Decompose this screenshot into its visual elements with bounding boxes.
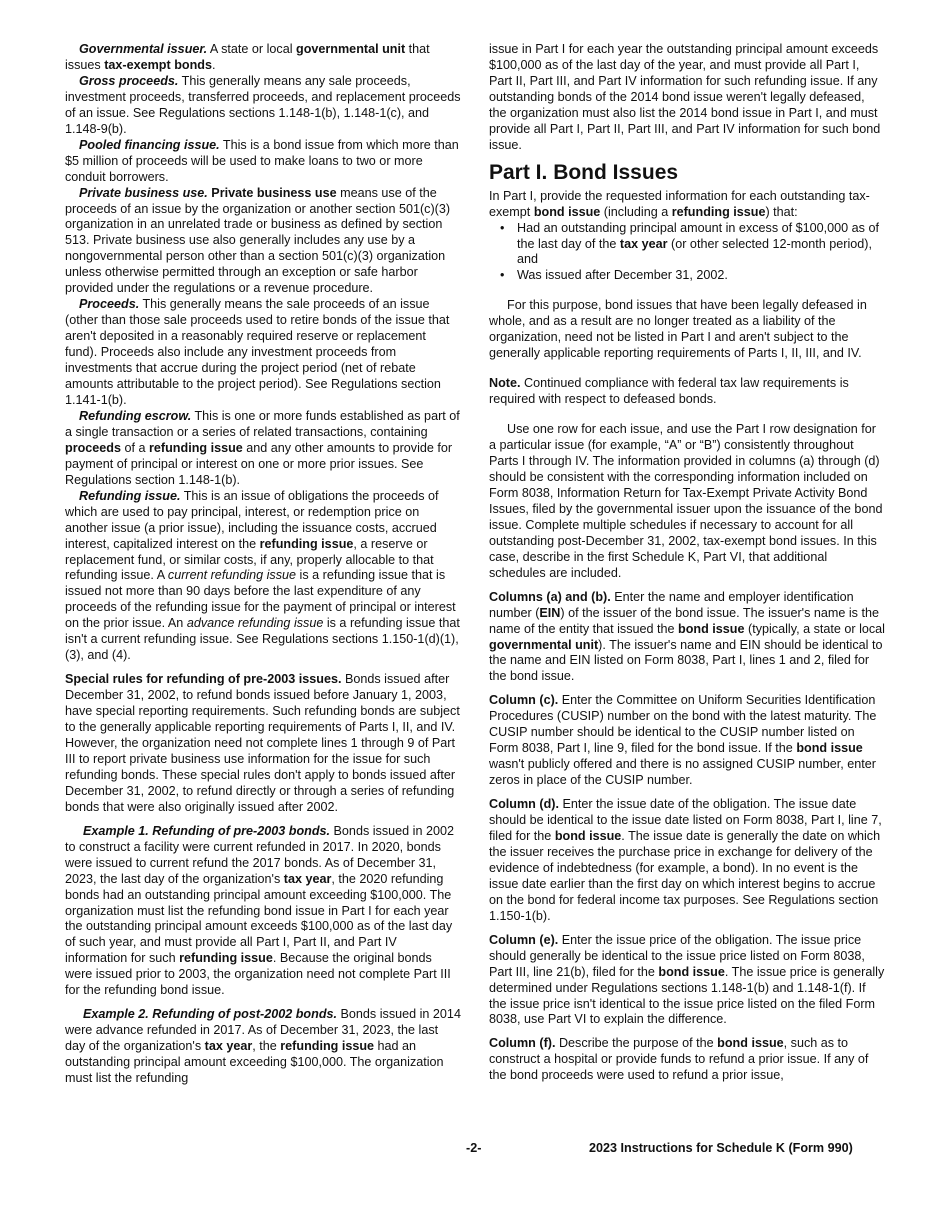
part-i-intro: In Part I, provide the requested information for each outstanding tax-exempt bond issue (including a refunding issue) that: <box>489 188 870 219</box>
example-1: Example 1. Refunding of pre-2003 bonds. Bonds issued in 2002 to construct a facility were current refunded in 2017. In 2020, bonds were issued to current refund the 2017 bonds. As of December 31, 2023, the last day of the organization's tax year, the 2020 refunding bonds had an outstanding principal amount exceeding $100,000. The organization must list the refunding bond issue in Part I for each year the outstanding principal amount exceeds $100,000 as of the last day of such year, and must provide all Part I, Part II, and Part IV information for such refunding issue. Because the original bonds were issued prior to 2003, the organization need not complete Part III for the refunding bond issue. <box>65 823 454 998</box>
definition-proceeds: Proceeds. This generally means the sale proceeds of an issue (other than those sale proceeds used to retire bonds of the issue that aren't deposited in a reasonably required reserve or replacement fund). Proceeds also include any investment proceeds from investments that accrue during the project period (net of rebate amounts attributable to the project period). See Regulations section 1.141-1(b). <box>65 297 450 407</box>
left-column <box>65 42 461 1087</box>
section-heading-part-i: Part I. Bond Issues <box>489 160 679 184</box>
definition-refunding-escrow: Refunding escrow. This is one or more funds established as part of a single transaction or a series of related transactions, containing proceeds of a refunding issue and any other amounts to provide for payment of principal or interest on one or more prior issues. See Regulations section 1.148-1(b). <box>65 408 460 487</box>
page-number: -2- <box>466 1141 482 1155</box>
definition-governmental-issuer: Governmental issuer. A state or local governmental unit that issues tax-exempt bonds. <box>65 42 430 72</box>
example-2-continued: issue in Part I for each year the outstanding principal amount exceeds $100,000 as of the last day of the year, and must provide all Part I, Part II, Part III, and Part IV information for such refunding issue. If any outstanding bonds of the 2014 bond issue weren't legally defeased, the organization must also list the 2014 bond issue in Part I, and must provide all Part I, Part II, Part III, and Part IV information for such bond issue. <box>489 42 881 152</box>
example-2: Example 2. Refunding of post-2002 bonds. Bonds issued in 2014 were advance refunded in 2017. As of December 31, 2023, the last day of the organization's tax year, the refunding issue had an outstanding principal amount exceeding $100,000. The organization must list the refunding <box>65 1007 461 1086</box>
column-d: Column (d). Enter the issue date of the obligation. The issue date should be identical to the issue date listed on Form 8038, Part I, line 7, filed for the bond issue. The issue date is generally the date on which the issuer receives the purchase price in exchange for delivery of the evidence of indebtedness (for example, a bond). In no event is the issue date earlier than the first day on which interest begins to accrue on the bond for federal income tax purposes. See Regulations section 1.150-1(b). <box>489 797 882 923</box>
criteria-list <box>489 221 885 285</box>
column-e: Column (e). Enter the issue price of the obligation. The issue price should generally be identical to the issue price listed on Form 8038, Part III, line 21(b), filed for the bond issue. The issue price is generally determined under Regulations sections 1.148-1(b) and 1.148-1(f). If the issue price isn't identical to the issue price listed on the filed Form 8038, use Part VI to explain the difference. <box>489 932 885 1027</box>
column-f: Column (f). Describe the purpose of the bond issue, such as to construct a hospital or provide funds to refund a prior issue. If any of the bond proceeds were used to refund a prior issue, <box>489 1036 869 1083</box>
definition-pooled-financing-issue: Pooled financing issue. This is a bond issue from which more than $5 million of proceeds will be used to make loans to two or more conduit borrowers. <box>65 137 459 184</box>
right-column <box>489 42 885 1084</box>
note-paragraph: Note. Continued compliance with federal tax law requirements is required with respect to defeased bonds. <box>489 376 849 407</box>
document-title-footer: 2023 Instructions for Schedule K (Form 990) <box>589 1141 853 1155</box>
row-designation-paragraph: Use one row for each issue, and use the Part I row designation for a particular issue (for example, “A” or “B”) consistently throughout Parts I through IV. The information provided in columns (a) through (d) should be consistent with the corresponding information included on Form 8038, Information Return for Tax-Exempt Private Activity Bond Issues, filed by the governmental issuer upon the issuance of the bond issue. Complete multiple schedules if necessary to account for all outstanding post-December 31, 2002, tax-exempt bond issues. In this case, describe in the first Schedule K, Part VI, that additional schedules are included. <box>489 422 883 580</box>
special-rules-pre-2003: Special rules for refunding of pre-2003 issues. Bonds issued after December 31, 2002, to refund bonds issued before January 1, 2003, have special reporting requirements. Such refunding bonds are subject to the generally applicable reporting requirements of Parts I, II, and IV. However, the organization need not complete lines 1 through 9 of Part III to report private business use information for the issue for such refunding bonds. These special rules don't apply to bonds issued after December 31, 2002, to refund directly or through a series of refunding bonds that were also originally issued after 2002. <box>65 672 460 814</box>
list-item: • Had an outstanding principal amount in excess of $100,000 as of the last day of the tax year (or other selected 12-month period), and <box>517 221 885 269</box>
definition-private-business-use: Private business use. Private business use means use of the proceeds of an issue by the organization or another section 501(c)(3) organization in an unrelated trade or business as defined by section 513. Private business use also generally includes any use by a nongovernmental person other than a section 501(c)(3) organization unless otherwise permitted through an exception or safe harbor provided under the regulations or a revenue procedure. <box>65 185 451 296</box>
definition-gross-proceeds: Gross proceeds. This generally means any sale proceeds, investment proceeds, transferred proceeds, and replacement proceeds of an issue. See Regulations sections 1.148-1(b), 1.148-1(c), and 1.148-9(b). <box>65 73 461 136</box>
defeased-bonds-paragraph: For this purpose, bond issues that have been legally defeased in whole, and as a result are no longer treated as a liability of the organization, need not be listed in Part I and aren't subject to the generally applicable reporting requirements of Parts I, II, III, and IV. <box>489 298 867 361</box>
list-item: • Was issued after December 31, 2002. <box>517 268 885 284</box>
columns-a-b: Columns (a) and (b). Enter the name and employer identification number (EIN) of the issuer of the bond issue. The issuer's name is the name of the entity that issued the bond issue (typically, a state or local governmental unit). The issuer's name and EIN should be identical to the name and EIN listed on Form 8038, Part I, lines 1 and 2, filed for the bond issue. <box>489 589 885 684</box>
definition-refunding-issue: Refunding issue. This is an issue of obligations the proceeds of which are used to pay principal, interest, or redemption price on another issue (a prior issue), including the issuance costs, accrued interest, capitalized interest on the refunding issue, a reserve or replacement fund, or similar costs, if any, properly allocable to that refunding issue. A current refunding issue is a refunding issue that is issued not more than 90 days before the last expenditure of any proceeds of the refunding issue for the payment of principal or interest on the prior issue. An advance refunding issue is a refunding issue that isn't a current refunding issue. See Regulations sections 1.150-1(d)(1), (3), and (4). <box>65 488 460 663</box>
column-c: Column (c). Enter the Committee on Uniform Securities Identification Procedures (CUSIP) number on the bond with the latest maturity. The CUSIP number should be identical to the CUSIP number listed on Form 8038, Part I, line 9, filed for the bond issue. If the bond issue wasn't publicly offered and there is no assigned CUSIP number, enter zeros in place of the CUSIP number. <box>489 693 877 788</box>
